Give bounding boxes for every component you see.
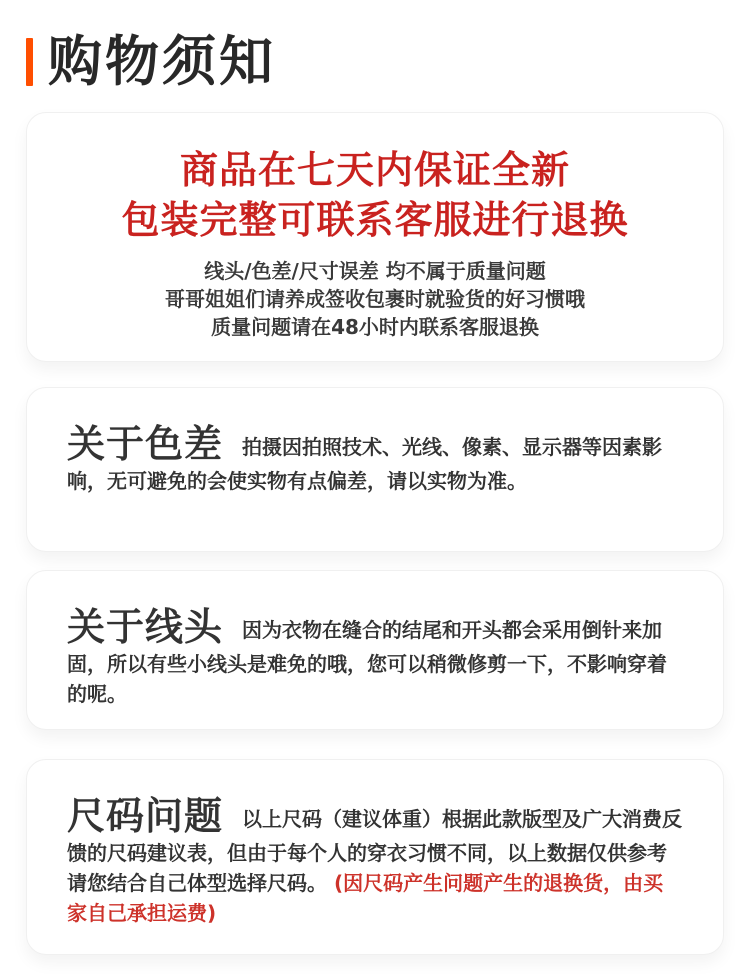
page-title: 购物须知 bbox=[48, 30, 276, 93]
color-difference-card bbox=[26, 387, 724, 552]
guarantee-note-line: 哥哥姐姐们请养成签收包裹时就验货的好习惯哦 bbox=[165, 287, 585, 311]
page-header bbox=[0, 0, 750, 94]
loose-thread-paragraph bbox=[67, 605, 683, 709]
sizing-paragraph bbox=[67, 794, 683, 928]
color-difference-paragraph bbox=[67, 422, 683, 496]
guarantee-note-line: 质量问题请在48小时内联系客服退换 bbox=[211, 315, 539, 339]
guarantee-notes bbox=[47, 257, 703, 341]
sizing-text: 以上尺码（建议体重）根据此款版型及广大消费反馈的尺码建议表，但由于每个人的穿衣习惯不同，以上数据仅供参考请您结合自己体型选择尺码。 bbox=[67, 807, 682, 895]
guarantee-note-line: 线头/色差/尺寸误差 均不属于质量问题 bbox=[204, 259, 546, 283]
loose-thread-text: 因为衣物在缝合的结尾和开头都会采用倒针来加固，所以有些小线头是难免的哦，您可以稍微修剪一下，不影响穿着的呢。 bbox=[67, 618, 667, 706]
guarantee-title-line2: 包装完整可联系客服进行退换 bbox=[121, 198, 629, 242]
loose-thread-card bbox=[26, 570, 724, 730]
loose-thread-heading: 关于线头 bbox=[67, 605, 224, 649]
color-difference-heading: 关于色差 bbox=[67, 422, 224, 466]
color-difference-text: 拍摄因拍照技术、光线、像素、显示器等因素影响，无可避免的会使实物有点偏差，请以实物为准。 bbox=[67, 435, 662, 493]
sizing-heading: 尺码问题 bbox=[67, 794, 224, 838]
accent-bar-icon bbox=[26, 38, 33, 86]
guarantee-card bbox=[26, 112, 724, 362]
sizing-card bbox=[26, 759, 724, 955]
guarantee-title-line1: 商品在七天内保证全新 bbox=[179, 148, 570, 192]
sizing-return-note: (因尺码产生问题产生的退换货，由买家自己承担运费) bbox=[67, 871, 664, 925]
